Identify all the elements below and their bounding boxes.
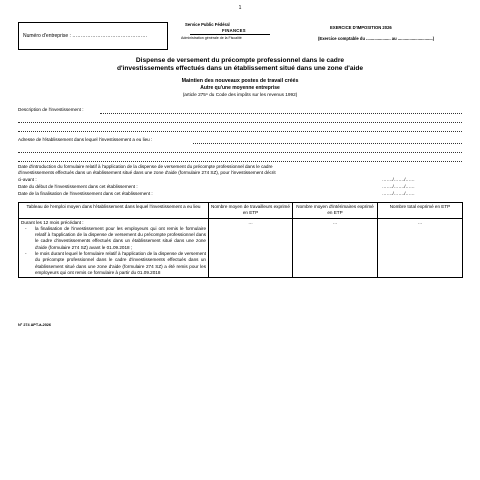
intro-date-field[interactable]: ……./……./…… <box>382 177 415 182</box>
list-item <box>25 250 206 276</box>
table-header-interim: Nombre moyen d'intérimaires exprimé en ETP <box>293 203 378 219</box>
description-input-line-1[interactable] <box>100 113 462 114</box>
intro-date-label-1: Date d'introduction du formulaire relatif à l'application de la dispense de versement du précompte professionnel dans le cadre <box>18 164 273 169</box>
enterprise-number-box[interactable] <box>18 22 168 50</box>
description-input-line-3[interactable] <box>18 131 462 132</box>
address-input-line-3[interactable] <box>18 161 462 162</box>
authority-divider <box>190 34 270 35</box>
form-subtitle: Maintien des nouveaux postes de travail créés <box>181 78 299 84</box>
description-input-line-2[interactable] <box>18 122 462 123</box>
tax-year: EXERCICE D'IMPOSITION 2026 <box>330 25 392 30</box>
page-number: 1 <box>238 5 242 11</box>
interim-fte-cell[interactable]: … <box>293 219 378 278</box>
intro-date-label-3: ci-avant : <box>18 177 37 182</box>
enterprise-number-label: Numéro d'entreprise : ……………………………………… <box>23 33 148 39</box>
total-fte-cell[interactable]: … <box>378 219 463 278</box>
authority-name: Service Public Fédéral <box>185 22 230 27</box>
form-title-line-2: d'investissements effectués dans un établissement situé dans une zone d'aide <box>116 65 364 72</box>
end-date-label: Date de la finalisation de l'investissement dans cet établissement : <box>18 191 153 196</box>
authority-finances: FINANCES <box>222 28 246 33</box>
employment-table <box>18 202 463 278</box>
table-header-row <box>19 203 463 219</box>
start-date-label: Date du début de l'investissement dans cet établissement : <box>18 184 138 189</box>
accounting-period[interactable]: (Exercice comptable du ..................... au ..............................) <box>318 36 435 41</box>
table-header-workers: Nombre moyen de travailleurs exprimé en ETP <box>209 203 293 219</box>
address-input-line-2[interactable] <box>18 152 462 153</box>
condition-1-text: la finalisation de l'investissement pour les employeurs qui ont remis le formulaire relatif à l'application de la dispense de versement du précompte professionnel dans le cadre d'investissements effectués dans un établissement situé dans une zone d'aide (formulaire 274 SZ) avant le 01.09.2018 ; <box>35 225 206 250</box>
table-header-description: Tableau de l'emploi moyen dans l'établissement dans lequel l'investissement a eu lieu <box>19 203 209 219</box>
row-intro: Durant les 12 mois précédant : <box>21 219 84 225</box>
address-input-line-1[interactable] <box>193 143 462 144</box>
table-row-description <box>19 219 209 278</box>
authority-administration: Administration générale de la Fiscalité <box>181 36 242 40</box>
end-date-field[interactable]: ……./……./…… <box>382 191 415 196</box>
legal-reference: (article 275⁹ du Code des impôts sur les revenus 1992) <box>182 92 298 97</box>
form-subtitle-2: Autre qu'une moyenne entreprise <box>200 85 280 91</box>
address-label: Adresse de l'établissement dans lequel l'investissement a eu lieu : <box>18 137 153 142</box>
form-title <box>0 57 480 73</box>
form-reference: N° 274 APT-â-2026 <box>18 323 52 327</box>
bullet-mark: - <box>25 225 27 231</box>
condition-list <box>21 226 206 276</box>
start-date-field[interactable]: ……./……./…… <box>382 184 415 189</box>
form-title-line-1: Dispense de versement du précompte professionnel dans le cadre <box>135 57 345 64</box>
list-item <box>25 225 206 251</box>
bullet-mark: - <box>25 250 27 256</box>
workers-fte-cell[interactable]: … <box>209 219 293 278</box>
table-row <box>19 219 463 278</box>
condition-2-text: le mois durant lequel le formulaire relatif à l'application de la dispense de versement du précompte professionnel dans le cadre d'investissements effectués dans un établissement situé dans une zone d'aide (formulaire 274 SZ) a été remis pour les employeurs qui ont remis ce formulaire à partir du 01.09.2018 <box>35 250 206 275</box>
table-header-total: Nombre total exprimé en ETP <box>378 203 463 219</box>
intro-date-label-2: d'investissements effectués dans un établissement situé dans une zone d'aide (formulaire 274 SZ), pour l'investissement décrit <box>18 170 276 175</box>
description-label: Description de l'investissement : <box>18 107 84 112</box>
